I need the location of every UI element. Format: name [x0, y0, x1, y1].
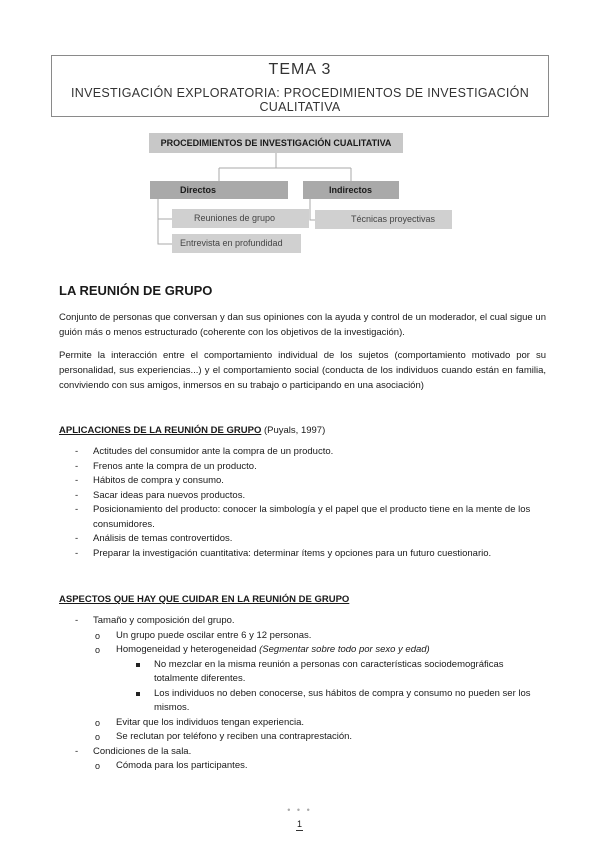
topic-number: TEMA 3: [268, 61, 332, 78]
homogeneity-label: Homogeneidad y heterogeneidad: [116, 644, 260, 655]
footer-dots: • • •: [287, 805, 312, 815]
applications-heading-text: APLICACIONES DE LA REUNIÓN DE GRUPO: [59, 425, 262, 436]
list-item: - Hábitos de compra y consumo.: [59, 474, 546, 489]
list-item: No mezclar en la misma reunión a personas con características sociodemográficas totalmente diferentes.: [116, 658, 546, 687]
topic-header-box: [51, 55, 549, 117]
diagram-node-directos: Directos: [150, 181, 288, 199]
list-item: [59, 745, 546, 774]
applications-citation: (Puyals, 1997): [261, 425, 326, 436]
list-item: - Actitudes del consumidor ante la compra de un producto.: [59, 445, 546, 460]
list-item: Los individuos no deben conocerse, sus hábitos de compra y consumo no pueden ser los mismos.: [116, 687, 546, 716]
section-title: LA REUNIÓN DE GRUPO: [59, 283, 213, 298]
diagram-leaf-reuniones: Reuniones de grupo: [172, 209, 309, 228]
aspect-group-size: Tamaño y composición del grupo.: [93, 615, 235, 626]
group-size-sublist: [93, 629, 546, 745]
room-sublist: [93, 759, 546, 774]
list-item: - Análisis de temas controvertidos.: [59, 532, 546, 547]
page-footer: [0, 806, 599, 832]
homogeneity-note: (Segmentar sobre todo por sexo y edad): [259, 644, 430, 655]
list-item: - Sacar ideas para nuevos productos.: [59, 489, 546, 504]
applications-list: [59, 445, 546, 561]
applications-heading: [59, 425, 325, 436]
list-item: o Evitar que los individuos tengan experiencia.: [93, 716, 546, 731]
list-item: o Un grupo puede oscilar entre 6 y 12 personas.: [93, 629, 546, 644]
diagram-node-indirectos: Indirectos: [303, 181, 399, 199]
topic-title: INVESTIGACIÓN EXPLORATORIA: PROCEDIMIENTOS DE INVESTIGACIÓN CUALITATIVA: [70, 86, 530, 114]
aspects-heading: [59, 594, 349, 605]
list-item: - Posicionamiento del producto: conocer la simbología y el papel que el producto tiene en la mente de los consumidores.: [59, 503, 546, 532]
list-item: - Frenos ante la compra de un producto.: [59, 460, 546, 475]
aspects-heading-text: ASPECTOS QUE HAY QUE CUIDAR EN LA REUNIÓN DE GRUPO: [59, 594, 350, 605]
diagram-leaf-tecnicas: Técnicas proyectivas: [315, 210, 452, 229]
aspect-room-conditions: Condiciones de la sala.: [93, 745, 192, 757]
list-item: o Se reclutan por teléfono y reciben una contraprestación.: [93, 730, 546, 745]
aspects-list: [59, 614, 546, 774]
list-item: - Preparar la investigación cuantitativa: determinar ítems y opciones para un futuro cuestionario.: [59, 547, 546, 562]
homogeneity-sublist: [116, 658, 546, 716]
diagram-leaf-entrevista: Entrevista en profundidad: [172, 234, 301, 253]
page-number: 1: [296, 819, 302, 829]
definition-paragraph: Conjunto de personas que conversan y dan sus opiniones con la ayuda y control de un moderador, el cual sigue un guión más o menos estructurado (coherente con los objetivos de la investigación).: [59, 312, 546, 338]
diagram-root-node: PROCEDIMIENTOS DE INVESTIGACIÓN CUALITATIVA: [149, 133, 403, 153]
list-item: o Cómoda para los participantes.: [93, 759, 546, 774]
list-item: [93, 643, 546, 716]
interaction-paragraph: Permite la interacción entre el comportamiento individual de los sujetos (comportamiento motivado por su personalidad, sus experiencias...) y el comportamiento social (conducta de los individuos cuando están en familia, conviviendo con sus amigos, inmersos en su trabajo o participando en una asociación): [59, 350, 546, 391]
list-item: [59, 614, 546, 745]
